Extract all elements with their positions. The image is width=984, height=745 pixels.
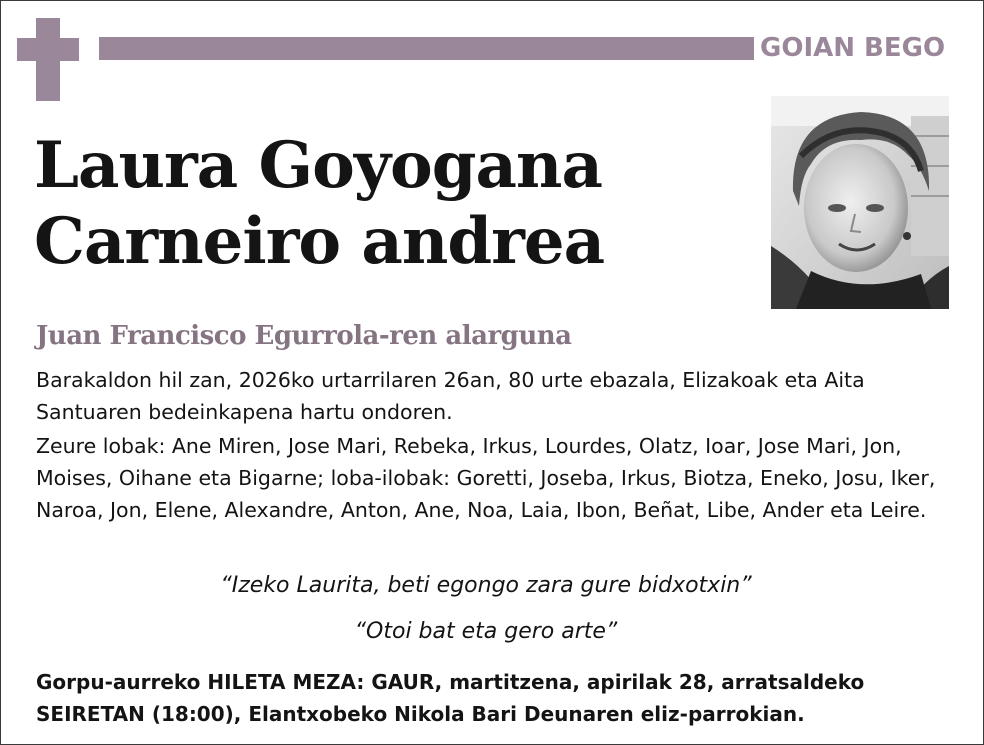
dedication-quote: “Izeko Laurita, beti egongo zara gure bidxotxin” [220, 573, 752, 598]
death-notice-paragraph: Barakaldon hil zan, 2026ko urtarrilaren 26an, 80 urte ebazala, Elizakoak eta Aita Santuaren bedeinkapena hartu ondoren. [36, 368, 865, 424]
funeral-mass-info: Gorpu-aurreko HILETA MEZA: GAUR, martitzena, apirilak 28, arratsaldeko SEIRETAN (18:00), Elantxobeko Nikola Bari Deunaren eliz-parrokian. [36, 670, 865, 726]
widow-subtitle: Juan Francisco Egurrola-ren alarguna [36, 321, 572, 351]
relatives-paragraph: Zeure lobak: Ane Miren, Jose Mari, Rebeka, Irkus, Lourdes, Olatz, Ioar, Jose Mari, Jon, Moises, Oihane eta Bigarne; loba-ilobak: Goretti, Joseba, Irkus, Biotza, Eneko, Josu, Iker, Naroa, Jon, Elene, Alexandre, Anton, Ane, Noa, Laia, Ibon, Beñat, Libe, Ander eta Leire. [36, 434, 936, 522]
section-label: GOIAN BEGO [760, 33, 946, 63]
deceased-name-line1: Laura Goyogana [34, 128, 602, 203]
portrait-photo [771, 96, 949, 309]
header-bar [99, 37, 754, 60]
deceased-name-line2: Carneiro andrea [34, 204, 605, 279]
cross-icon-crossbar [17, 38, 79, 61]
farewell-quote: “Otoi bat eta gero arte” [354, 619, 618, 644]
deceased-name [34, 128, 754, 280]
portrait-image [771, 96, 949, 309]
